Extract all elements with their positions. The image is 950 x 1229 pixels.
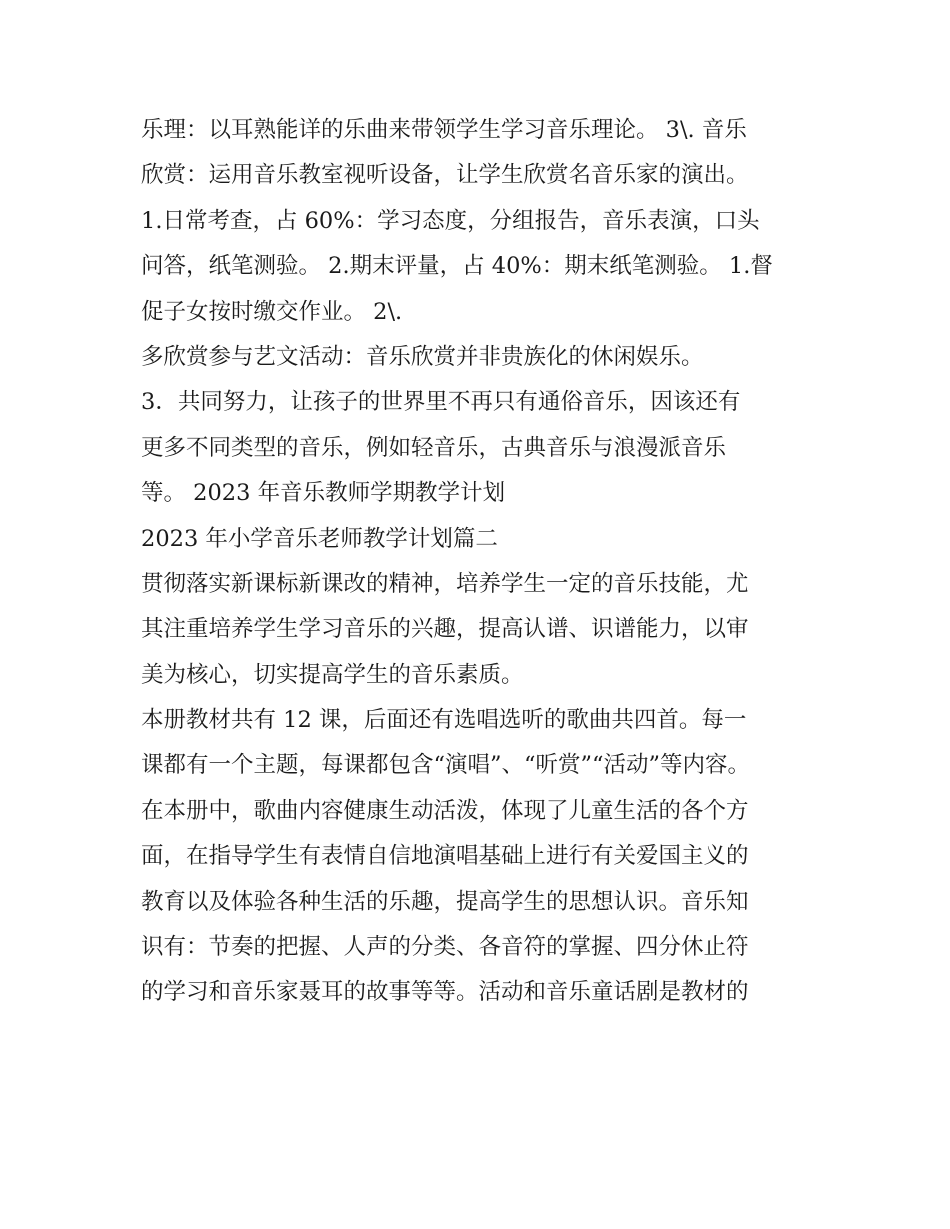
text-line-4: 问答，纸笔测验。 2.期末评量，占 40%：期末纸笔测验。 1.督	[141, 253, 773, 280]
text-line-6: 多欣赏参与艺文活动：音乐欣赏并非贵族化的休闲娱乐。	[141, 343, 704, 370]
text-line-9: 等。 2023 年音乐教师学期教学计划	[141, 480, 506, 507]
text-line-13: 美为核心，切实提高学生的音乐素质。	[141, 661, 524, 688]
document-body	[141, 108, 821, 1016]
text-line-1: 乐理：以耳熟能详的乐曲来带领学生学习音乐理论。 3\. 音乐	[141, 117, 747, 143]
text-line-3: 1.日常考查，占 60%：学习态度，分组报告，音乐表演，口头	[141, 207, 760, 234]
text-line-17: 面，在指导学生有表情自信地演唱基础上进行有关爱国主义的	[141, 843, 749, 870]
text-line-11: 贯彻落实新课标新课改的精神，培养学生一定的音乐技能，尤	[141, 570, 749, 597]
text-line-18: 教育以及体验各种生活的乐趣，提高学生的思想认识。音乐知	[141, 888, 749, 915]
section-heading: 2023 年小学音乐老师教学计划篇二	[141, 525, 498, 552]
text-line-20: 的学习和音乐家聂耳的故事等等。活动和音乐童话剧是教材的	[141, 979, 749, 1006]
text-line-12: 其注重培养学生学习音乐的兴趣，提高认谱、识谱能力，以审	[141, 616, 749, 643]
text-line-19: 识有：节奏的把握、人声的分类、各音符的掌握、四分休止符	[141, 934, 749, 961]
text-line-16: 在本册中，歌曲内容健康生动活泼，体现了儿童生活的各个方	[141, 797, 749, 824]
text-line-15: 课都有一个主题，每课都包含“演唱”、“听赏”“活动”等内容。	[141, 752, 751, 779]
text-line-5: 促子女按时缴交作业。 2\.	[141, 298, 403, 325]
text-line-7: 3．共同努力，让孩子的世界里不再只有通俗音乐，因该还有	[141, 389, 741, 416]
text-line-8: 更多不同类型的音乐，例如轻音乐，古典音乐与浪漫派音乐	[141, 434, 727, 461]
text-line-14: 本册教材共有 12 课，后面还有选唱选听的歌曲共四首。每一	[141, 707, 747, 734]
text-line-2: 欣赏：运用音乐教室视听设备，让学生欣赏名音乐家的演出。	[141, 162, 749, 189]
